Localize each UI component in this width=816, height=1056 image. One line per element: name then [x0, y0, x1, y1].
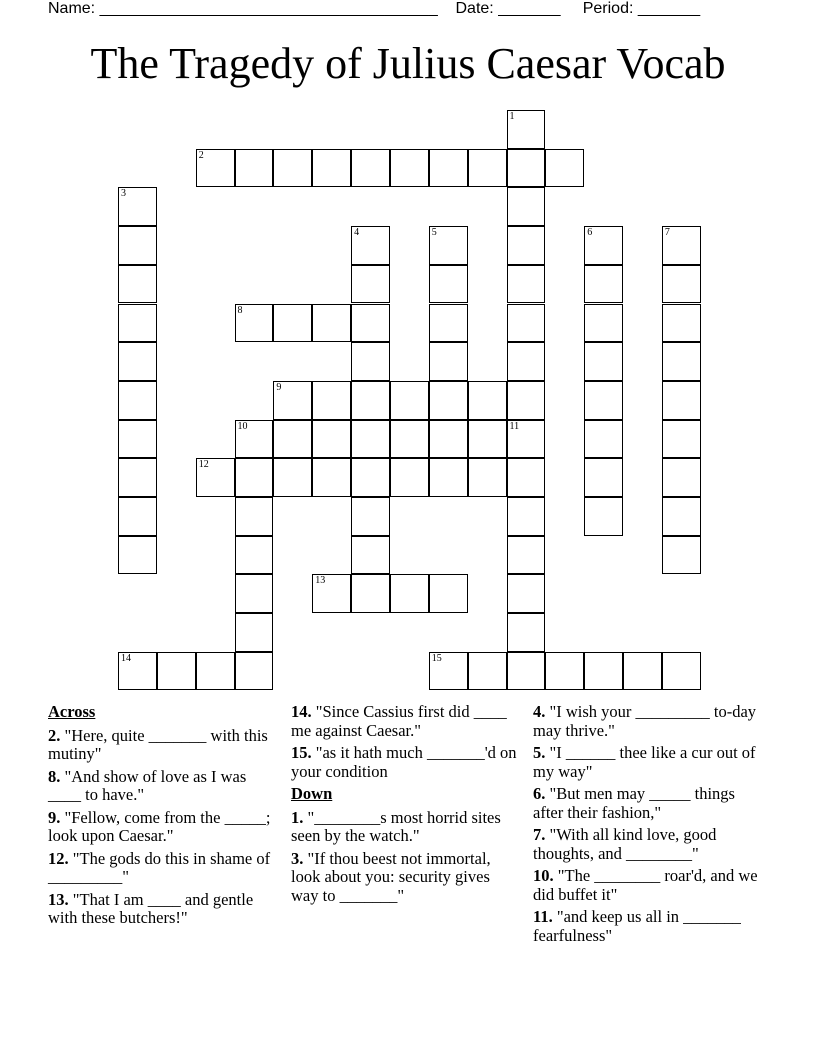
grid-cell[interactable] — [390, 149, 429, 188]
grid-cell[interactable] — [429, 574, 468, 613]
grid-cell[interactable] — [662, 420, 701, 459]
grid-cell[interactable] — [118, 381, 157, 420]
grid-cell[interactable] — [584, 458, 623, 497]
grid-cell[interactable] — [390, 420, 429, 459]
grid-cell[interactable] — [118, 536, 157, 575]
grid-cell[interactable] — [429, 149, 468, 188]
grid-cell[interactable] — [507, 265, 546, 304]
clue-number-label: 14. — [291, 702, 312, 721]
grid-cell[interactable] — [118, 226, 157, 265]
clue-number-label: 8. — [48, 766, 61, 786]
grid-cell[interactable] — [429, 381, 468, 420]
clue-text: "and keep us all in _______ fearfulness" — [533, 907, 741, 945]
clue-item — [533, 703, 763, 740]
clue-item — [48, 850, 278, 887]
grid-cell[interactable] — [351, 574, 390, 613]
grid-cell[interactable] — [545, 652, 584, 691]
grid-cell[interactable] — [429, 265, 468, 304]
clue-text: "The gods do this in shame of _________" — [48, 848, 271, 886]
clue-number: 3 — [121, 188, 126, 200]
clue-item — [533, 785, 763, 822]
clue-number-label: 2. — [48, 725, 61, 745]
grid-cell[interactable] — [351, 304, 390, 343]
clue-text: "Here, quite _______ with this mutiny" — [48, 725, 268, 763]
grid-cell[interactable] — [584, 226, 623, 265]
grid-cell[interactable] — [507, 342, 546, 381]
clue-number-label: 12. — [48, 848, 69, 868]
grid-cell[interactable] — [429, 342, 468, 381]
clue-item — [533, 867, 763, 904]
grid-cell[interactable] — [468, 149, 507, 188]
grid-cell[interactable] — [312, 574, 351, 613]
clue-text: "With all kind love, good thoughts, and ________" — [533, 825, 717, 863]
grid-cell[interactable] — [312, 381, 351, 420]
grid-cell[interactable] — [273, 458, 312, 497]
grid-cell[interactable] — [507, 420, 546, 459]
grid-cell[interactable] — [118, 458, 157, 497]
grid-cell[interactable] — [235, 149, 274, 188]
clue-item — [291, 703, 521, 740]
grid-cell[interactable] — [351, 226, 390, 265]
clue-item — [48, 891, 278, 928]
grid-cell[interactable] — [429, 226, 468, 265]
clue-text: "Fellow, come from the _____; look upon Caesar." — [48, 807, 271, 845]
grid-cell[interactable] — [118, 342, 157, 381]
clues-column-2 — [291, 703, 521, 909]
page-title: The Tragedy of Julius Caesar Vocab — [90, 39, 726, 88]
clue-text: "as it hath much _______'d on your condition — [291, 743, 517, 781]
clue-item — [48, 809, 278, 846]
grid-cell[interactable] — [118, 497, 157, 536]
section-header: Down — [291, 784, 333, 803]
clue-text: "But men may _____ things after their fashion," — [533, 784, 735, 822]
grid-cell[interactable] — [507, 187, 546, 226]
period-field-label: Period: _______ — [582, 0, 701, 17]
clue-text: "And show of love as I was ____ to have." — [48, 766, 247, 804]
clue-number: 12 — [198, 459, 209, 471]
clue-number-label: 4. — [533, 702, 546, 721]
grid-cell[interactable] — [235, 304, 274, 343]
grid-cell[interactable] — [662, 458, 701, 497]
grid-cell[interactable] — [273, 420, 312, 459]
clue-item — [48, 768, 278, 805]
clue-text: "Since Cassius first did ____ me against Caesar." — [291, 702, 507, 740]
grid-cell[interactable] — [235, 536, 274, 575]
clue-text: "I ______ thee like a cur out of my way" — [533, 743, 756, 781]
grid-cell[interactable] — [507, 149, 546, 188]
clue-number: 9 — [276, 381, 282, 393]
clue-number-label: 13. — [48, 889, 69, 909]
grid-cell[interactable] — [118, 652, 157, 691]
clue-number: 7 — [664, 227, 670, 239]
grid-cell[interactable] — [351, 265, 390, 304]
clue-number: 10 — [237, 420, 248, 432]
clue-number: 14 — [121, 652, 131, 664]
clue-text: "I wish your _________ to-day may thrive." — [533, 702, 757, 740]
grid-cell[interactable] — [235, 652, 274, 691]
grid-cell[interactable] — [351, 497, 390, 536]
grid-cell[interactable] — [507, 304, 546, 343]
grid-cell[interactable] — [507, 574, 546, 613]
clue-number: 11 — [509, 420, 520, 432]
clue-number: 6 — [587, 227, 593, 239]
grid-cell[interactable] — [468, 458, 507, 497]
grid-cell[interactable] — [312, 304, 351, 343]
grid-cell[interactable] — [235, 497, 274, 536]
clue-number: 13 — [315, 575, 326, 587]
grid-cell[interactable] — [429, 304, 468, 343]
grid-cell[interactable] — [662, 381, 701, 420]
grid-cell[interactable] — [196, 652, 235, 691]
clue-number-label: 6. — [533, 784, 546, 803]
grid-cell[interactable] — [390, 458, 429, 497]
grid-cell[interactable] — [584, 342, 623, 381]
clues-column-3 — [533, 703, 763, 949]
clue-number: 1 — [509, 111, 515, 122]
grid-cell[interactable] — [584, 420, 623, 459]
clue-text: "That I am ____ and gentle with these butchers!" — [48, 889, 254, 927]
clue-item — [533, 826, 763, 863]
clue-number-label: 10. — [533, 866, 554, 885]
grid-cell[interactable] — [273, 149, 312, 188]
clue-number-label: 9. — [48, 807, 61, 827]
clue-number: 5 — [431, 227, 437, 239]
grid-cell[interactable] — [235, 420, 274, 459]
clue-number-label: 5. — [533, 743, 546, 762]
grid-cell[interactable] — [584, 265, 623, 304]
clue-number-label: 11. — [533, 907, 553, 926]
clues-column-1 — [48, 703, 278, 932]
section-header: Across — [48, 702, 96, 721]
grid-cell[interactable] — [623, 652, 662, 691]
clue-item — [291, 744, 521, 781]
clue-number-label: 15. — [291, 743, 312, 762]
grid-cell[interactable] — [662, 265, 701, 304]
clue-item — [291, 850, 521, 906]
grid-cell[interactable] — [662, 536, 701, 575]
grid-cell[interactable] — [584, 497, 623, 536]
grid-cell[interactable] — [118, 265, 157, 304]
clue-number: 2 — [198, 149, 204, 161]
clue-number: 8 — [237, 304, 243, 316]
clue-number: 15 — [431, 652, 442, 664]
grid-cell[interactable] — [235, 613, 274, 652]
grid-cell[interactable] — [196, 458, 235, 497]
grid-cell[interactable] — [196, 149, 235, 188]
grid-cell[interactable] — [468, 420, 507, 459]
name-field-label: Name: ______________________________________ — [48, 0, 438, 17]
grid-cell[interactable] — [507, 536, 546, 575]
grid-cell[interactable] — [662, 652, 701, 691]
grid-cell[interactable] — [429, 458, 468, 497]
grid-cell[interactable] — [429, 652, 468, 691]
grid-cell[interactable] — [507, 652, 546, 691]
date-field-label: Date: _______ — [455, 0, 561, 17]
clue-item — [291, 809, 521, 846]
grid-cell[interactable] — [312, 420, 351, 459]
grid-cell[interactable] — [507, 226, 546, 265]
grid-cell[interactable] — [468, 652, 507, 691]
grid-cell[interactable] — [662, 304, 701, 343]
grid-cell[interactable] — [118, 304, 157, 343]
grid-cell[interactable] — [157, 652, 196, 691]
grid-cell[interactable] — [351, 381, 390, 420]
grid-cell[interactable] — [507, 110, 546, 149]
grid-cell[interactable] — [662, 342, 701, 381]
grid-cell[interactable] — [351, 420, 390, 459]
clue-number-label: 1. — [291, 807, 304, 827]
clue-text: "________s most horrid sites seen by the watch." — [291, 807, 501, 845]
grid-cell[interactable] — [312, 149, 351, 188]
grid-cell[interactable] — [584, 381, 623, 420]
grid-cell[interactable] — [118, 420, 157, 459]
grid-cell[interactable] — [507, 613, 546, 652]
grid-cell[interactable] — [584, 652, 623, 691]
grid-cell[interactable] — [351, 149, 390, 188]
clue-text: "The ________ roar'd, and we did buffet it" — [533, 866, 758, 904]
grid-cell[interactable] — [390, 574, 429, 613]
clue-text: "If thou beest not immortal, look about you: security gives way to _______" — [291, 848, 491, 905]
clue-item — [533, 744, 763, 781]
grid-cell[interactable] — [235, 458, 274, 497]
clue-number-label: 3. — [291, 848, 304, 868]
grid-cell[interactable] — [351, 458, 390, 497]
clue-item — [48, 727, 278, 764]
grid-cell[interactable] — [118, 187, 157, 226]
grid-cell[interactable] — [662, 497, 701, 536]
clue-number-label: 7. — [533, 825, 546, 844]
grid-cell[interactable] — [507, 381, 546, 420]
grid-cell[interactable] — [429, 420, 468, 459]
clue-item — [533, 908, 763, 945]
grid-cell[interactable] — [351, 536, 390, 575]
grid-cell[interactable] — [507, 458, 546, 497]
grid-cell[interactable] — [312, 458, 351, 497]
grid-cell[interactable] — [662, 226, 701, 265]
clue-number: 4 — [354, 227, 360, 239]
grid-cell[interactable] — [468, 381, 507, 420]
grid-cell[interactable] — [390, 381, 429, 420]
grid-cell[interactable] — [545, 149, 584, 188]
grid-cell[interactable] — [273, 381, 312, 420]
grid-cell[interactable] — [351, 342, 390, 381]
grid-cell[interactable] — [235, 574, 274, 613]
grid-cell[interactable] — [584, 304, 623, 343]
grid-cell[interactable] — [273, 304, 312, 343]
grid-cell[interactable] — [507, 497, 546, 536]
